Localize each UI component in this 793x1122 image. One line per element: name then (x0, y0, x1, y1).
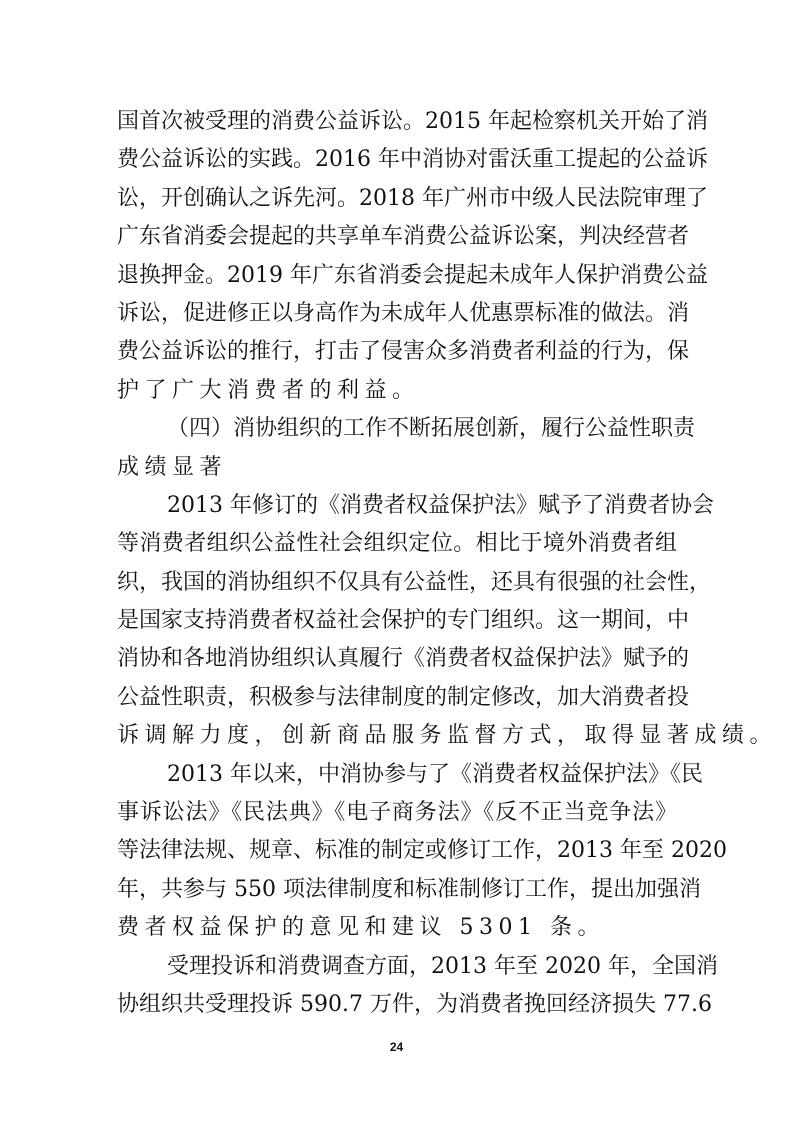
text-line: 织，我国的消协组织不仅具有公益性，还具有很强的社会性， (117, 569, 712, 595)
text-line: 2013 年修订的《消费者权益保护法》赋予了消费者协会 (167, 492, 714, 518)
document-body (117, 103, 778, 1024)
text-line: 等法律法规、规章、标准的制定或修订工作，2013 年至 2020 (117, 838, 727, 864)
text-line: （四）消协组织的工作不断拓展创新，履行公益性职责 (167, 416, 696, 442)
text-line: 是国家支持消费者权益社会保护的专门组织。这一期间，中 (117, 608, 690, 634)
text-line: 事诉讼法》《民法典》《电子商务法》《反不正当竞争法》 (117, 800, 677, 826)
text-line: 费者权益保护的意见和建议 5301 条。 (117, 915, 605, 941)
text-line: 成绩显著 (117, 454, 228, 480)
text-line: 年，共参与 550 项法律制度和标准制修订工作，提出加强消 (117, 876, 701, 902)
paragraph (117, 948, 718, 1025)
paragraph (117, 103, 708, 410)
section-heading (117, 410, 696, 487)
text-line: 费公益诉讼的实践。2016 年中消协对雷沃重工提起的公益诉 (117, 147, 708, 173)
text-line: 费公益诉讼的推行，打击了侵害众多消费者利益的行为，保 (117, 339, 690, 365)
text-line: 国首次被受理的消费公益诉讼。2015 年起检察机关开始了消 (117, 109, 708, 134)
text-line: 2013 年以来，中消协参与了《消费者权益保护法》《民 (167, 761, 703, 787)
page-number: 24 (389, 1040, 404, 1054)
text-line: 消协和各地消协组织认真履行《消费者权益保护法》赋予的 (117, 646, 690, 672)
text-line: 受理投诉和消费调查方面，2013 年至 2020 年，全国消 (167, 953, 718, 979)
text-line: 诉调解力度，创新商品服务监督方式，取得显著成绩。 (117, 723, 778, 749)
text-line: 公益性职责，积极参与法律制度的制定修改，加大消费者投 (117, 684, 690, 710)
paragraph (117, 487, 778, 756)
paragraph (117, 756, 727, 948)
text-line: 护了广大消费者的利益。 (117, 377, 420, 403)
text-line: 退换押金。2019 年广东省消委会提起未成年人保护消费公益 (117, 262, 708, 288)
text-line: 讼，开创确认之诉先河。2018 年广州市中级人民法院审理了 (117, 185, 708, 211)
text-line: 等消费者组织公益性社会组织定位。相比于境外消费者组 (117, 531, 677, 557)
text-line: 诉讼，促进修正以身高作为未成年人优惠票标准的做法。消 (117, 300, 690, 326)
text-line: 协组织共受理投诉 590.7 万件，为消费者挽回经济损失 77.6 (117, 991, 712, 1017)
text-line: 广东省消委会提起的共享单车消费公益诉讼案，判决经营者 (117, 224, 690, 250)
